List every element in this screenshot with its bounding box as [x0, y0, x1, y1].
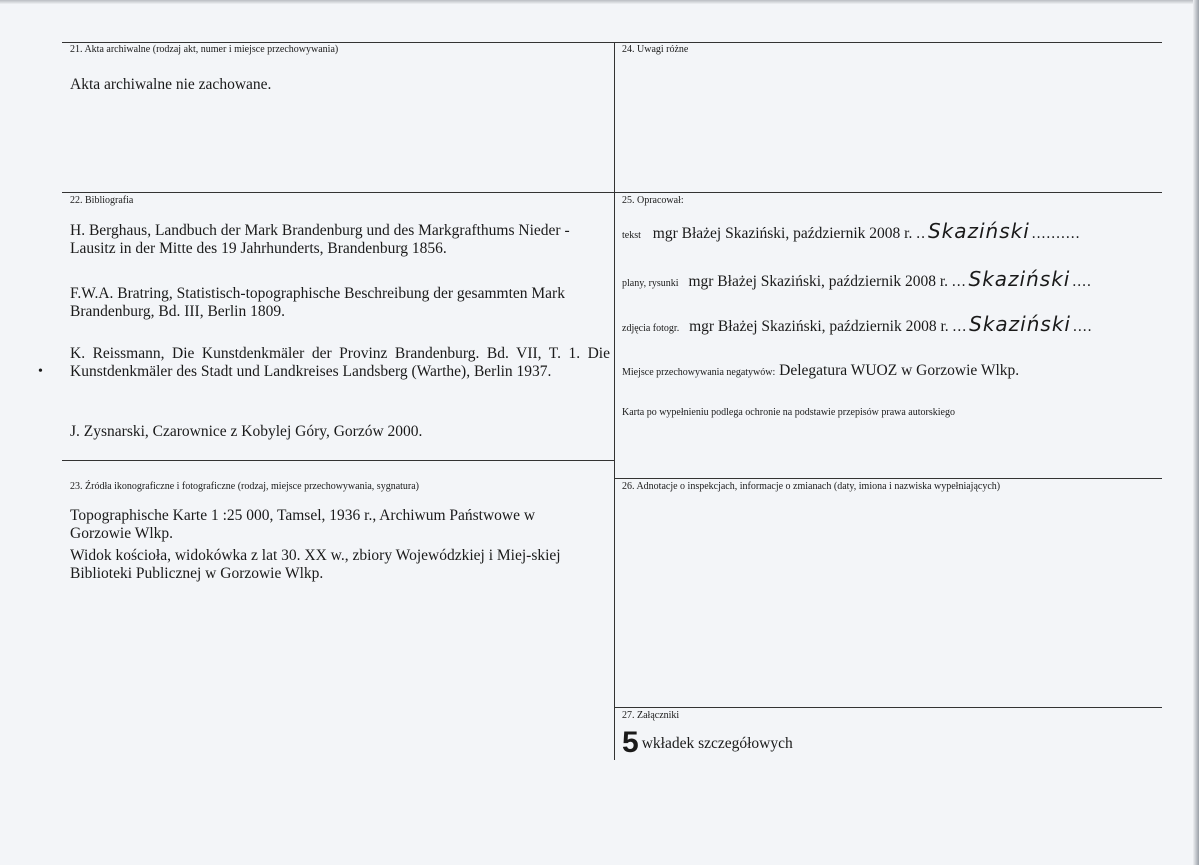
iconography-entry: Widok kościoła, widokówka z lat 30. XX w., zbiory Wojewódzkiej i Miej-skiej Biblioteki Publicznej w Gorzowie Wlkp.	[70, 547, 561, 582]
plans-row-text	[622, 267, 1092, 293]
copyright-note: Karta po wypełnieniu podlega ochronie na podstawie przepisów prawa autorskiego	[622, 407, 955, 418]
section-21-label: 21. Akta archiwalne (rodzaj akt, numer i miejsce przechowywania)	[70, 44, 339, 55]
rule-top	[62, 42, 1162, 43]
signature: Skaziński	[968, 267, 1071, 291]
rule-right-row4	[614, 707, 1162, 708]
rule-middle	[614, 42, 615, 760]
dotted-line: ...	[952, 318, 968, 335]
attachments-row	[622, 726, 793, 759]
section-22-label: 22. Bibliografia	[70, 195, 134, 206]
section-23-label: 23. Źródła ikonograficzne i fotograficzne (rodzaj, miejsce przechowywania, sygnatura)	[70, 481, 420, 492]
negatives-value: Delegatura WUOZ w Gorzowie Wlkp.	[779, 362, 1020, 379]
bibliography-entry: K. Reissmann, Die Kunstdenkmäler der Provinz Brandenburg. Bd. VII, T. 1. Die Kunstdenkmäler des Stadt und Landkreises Landsberg (Warthe), Berlin 1937.	[70, 345, 610, 380]
dotted-line: ..........	[1031, 225, 1081, 242]
signature: Skaziński	[969, 312, 1071, 336]
scan-edge-top	[0, 0, 1199, 4]
photos-row-name: mgr Błażej Skaziński, październik 2008 r.	[689, 318, 949, 335]
scan-edge-right	[1193, 0, 1199, 865]
dotted-line: ....	[1072, 318, 1093, 335]
section-25-label: 25. Opracował:	[622, 195, 684, 206]
iconography-entry: Topographische Karte 1 :25 000, Tamsel, 1936 r., Archiwum Państwowe w Gorzowie Wlkp.	[70, 507, 536, 542]
negatives-row	[622, 362, 1019, 382]
section-26-label: 26. Adnotacje o inspekcjach, informacje o zmianach (daty, imiona i nazwiska wypełniających)	[622, 481, 1001, 492]
margin-bullet: •	[38, 364, 43, 379]
bibliography-entry: F.W.A. Bratring, Statistisch-topographische Beschreibung der gesammten Mark Brandenburg, Bd. III, Berlin 1809.	[70, 285, 565, 320]
plans-row-name: mgr Błażej Skaziński, październik 2008 r.	[688, 273, 949, 290]
dotted-line: ....	[1072, 273, 1092, 290]
negatives-label: Miejsce przechowywania negatywów:	[622, 367, 776, 378]
section-24-label: 24. Uwagi różne	[622, 44, 689, 55]
author-row-prefix: tekst	[622, 230, 641, 241]
attachments-count: 5	[622, 726, 639, 759]
section-27-label: 27. Załączniki	[622, 710, 680, 721]
rule-left-row3	[62, 460, 614, 461]
dotted-line: ...	[951, 273, 967, 290]
author-row-name: mgr Błażej Skaziński, październik 2008 r.	[652, 225, 913, 242]
author-row-text	[622, 219, 1081, 245]
plans-row-prefix: plany, rysunki	[622, 278, 679, 289]
bibliography-entry: J. Zysnarski, Czarownice z Kobylej Góry, Gorzów 2000.	[70, 423, 423, 440]
photos-row-text	[622, 312, 1093, 338]
rule-right-row3	[614, 478, 1162, 479]
section-21-text: Akta archiwalne nie zachowane.	[70, 76, 272, 93]
bibliography-entry: H. Berghaus, Landbuch der Mark Brandenburg und des Markgrafthums Nieder - Lausitz in der Mitte des 19 Jahrhunderts, Brandenburg 1856.	[70, 222, 570, 257]
photos-row-prefix: zdjęcia fotogr.	[622, 323, 680, 334]
dotted-line: ..	[916, 225, 926, 242]
rule-row2	[62, 192, 1162, 193]
attachments-text: wkładek szczegółowych	[641, 735, 793, 752]
signature: Skaziński	[927, 219, 1030, 243]
